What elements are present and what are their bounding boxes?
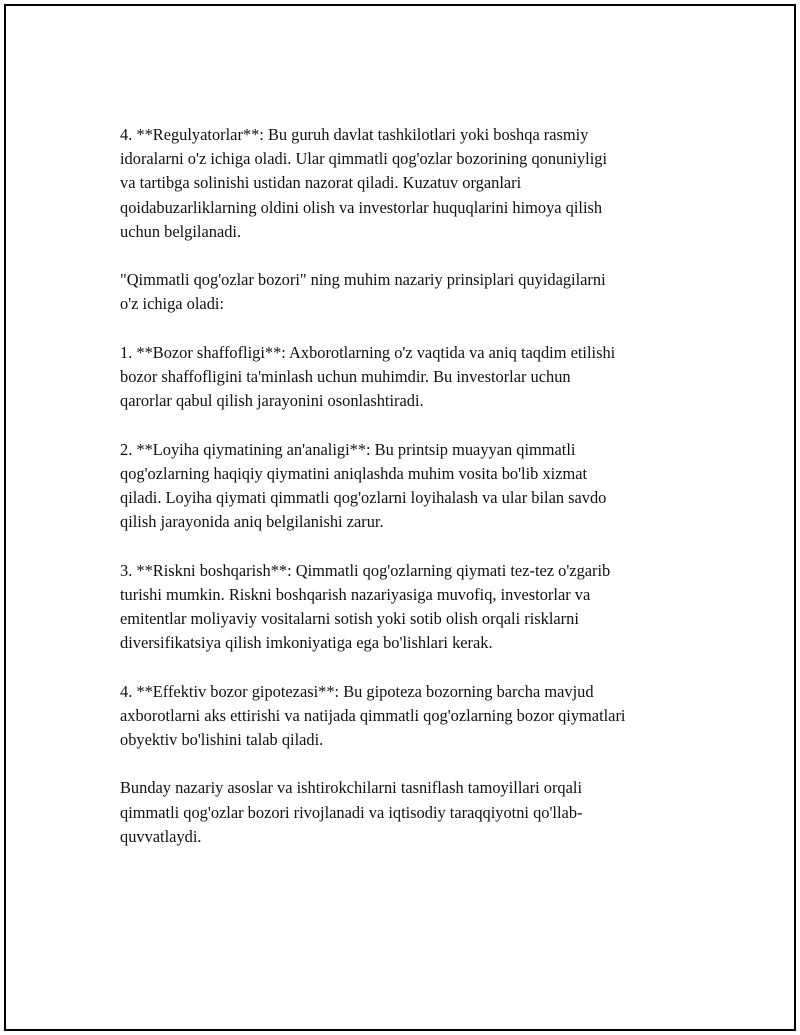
text-line: Bunday nazariy asoslar va ishtirokchilarni tasniflash tamoyillari orqali	[120, 778, 582, 798]
text-line: quvvatlaydi.	[120, 826, 202, 846]
document-page	[4, 4, 796, 1031]
text-line: 4. **Regulyatorlar**: Bu guruh davlat tashkilotlari yoki boshqa rasmiy	[120, 125, 589, 144]
text-line: diversifikatsiya qilish imkoniyatiga ega bo'lishlari kerak.	[120, 633, 493, 653]
text-line: qimmatli qog'ozlar bozori rivojlanadi va iqtisodiy taraqqiyotni qo'llab-	[120, 802, 583, 822]
text-line: qilish jarayonida aniq belgilanishi zarur.	[120, 512, 384, 532]
paragraph-regulators	[120, 123, 700, 244]
paragraph-efficient-market	[120, 680, 700, 753]
document-body	[120, 123, 700, 873]
text-line: 4. **Effektiv bozor gipotezasi**: Bu gipoteza bozorning barcha mavjud	[120, 681, 594, 701]
text-line: qiladi. Loyiha qiymati qimmatli qog'ozlarni loyihalash va ular bilan savdo	[120, 488, 607, 507]
text-line: qoidabuzarliklarning oldini olish va investorlar huquqlarini himoya qilish	[120, 197, 603, 217]
text-line: "Qimmatli qog'ozlar bozori" ning muhim nazariy prinsiplari quyidagilarni	[120, 270, 606, 290]
paragraph-market-transparency	[120, 341, 700, 414]
paragraph-conclusion	[120, 776, 700, 849]
text-line: emitentlar moliyaviy vositalarni sotish yoki sotib olish orqali risklarni	[120, 609, 579, 628]
text-line: obyektiv bo'lishini talab qiladi.	[120, 730, 324, 749]
text-line: bozor shaffofligini ta'minlash uchun muhimdir. Bu investorlar uchun	[120, 367, 571, 386]
text-line: idoralarni o'z ichiga oladi. Ular qimmatli qog'ozlar bozorining qonuniyligi	[120, 149, 608, 169]
text-line: o'z ichiga oladi:	[120, 294, 224, 314]
text-line: qog'ozlarning haqiqiy qiymatini aniqlashda muhim vosita bo'lib xizmat	[120, 463, 588, 483]
text-line: qarorlar qabul qilish jarayonini osonlashtiradi.	[120, 391, 424, 411]
text-line: 2. **Loyiha qiymatining an'analigi**: Bu printsip muayyan qimmatli	[120, 439, 576, 459]
text-line: axborotlarni aks ettirishi va natijada qimmatli qog'ozlarning bozor qiymatlari	[120, 705, 626, 725]
text-line: 1. **Bozor shaffofligi**: Axborotlarning o'z vaqtida va aniq taqdim etilishi	[120, 342, 616, 362]
text-line: 3. **Riskni boshqarish**: Qimmatli qog'ozlarning qiymati tez-tez o'zgarib	[120, 560, 611, 580]
paragraph-risk-management	[120, 559, 700, 656]
paragraph-project-value	[120, 438, 700, 535]
paragraph-principles-intro	[120, 268, 700, 316]
text-line: uchun belgilanadi.	[120, 221, 242, 241]
text-line: turishi mumkin. Riskni boshqarish nazariyasiga muvofiq, investorlar va	[120, 584, 591, 604]
text-line: va tartibga solinishi ustidan nazorat qiladi. Kuzatuv organlari	[120, 173, 522, 193]
